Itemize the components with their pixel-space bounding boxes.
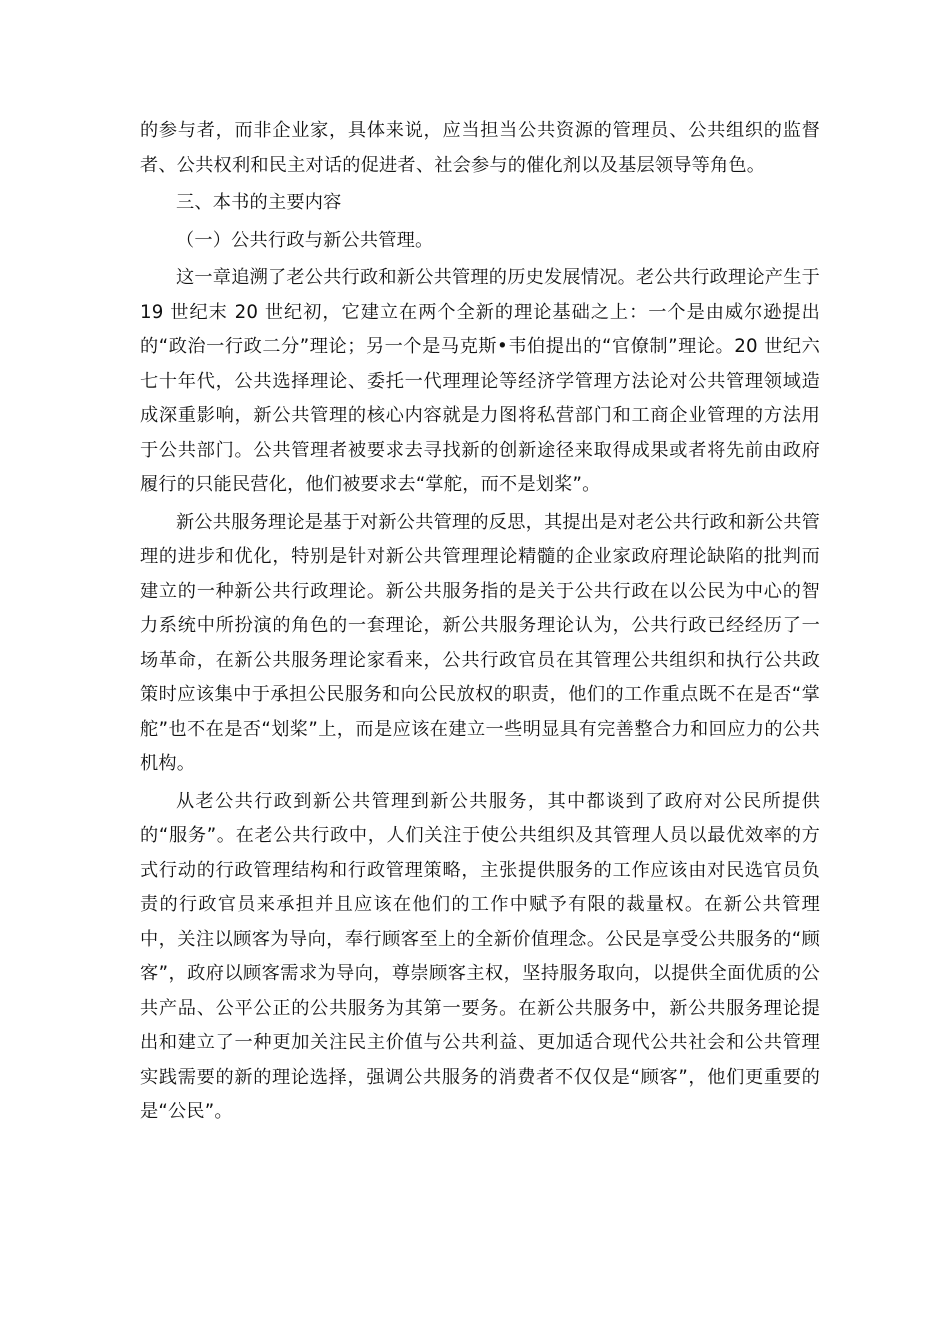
document-body (140, 114, 820, 1133)
paragraph: 这一章追溯了老公共行政和新公共管理的历史发展情况。老公共行政理论产生于 19 世纪末 20 世纪初，它建立在两个全新的理论基础之上：一个是由威尔逊提出的“政治一行政二分”理论；另一个是马克斯•韦伯提出的“官僚制”理论。20 世纪六七十年代，公共选择理论、委托一代理理论等经济学管理方法论对公共管理领域造成深重影响，新公共管理的核心内容就是力图将私营部门和工商企业管理的方法用于公共部门。公共管理者被要求去寻找新的创新途径来取得成果或者将先前由政府履行的只能民营化，他们被要求去“掌舵，而不是划桨”。 (140, 267, 820, 495)
paragraph: 新公共服务理论是基于对新公共管理的反思，其提出是对老公共行政和新公共管理的进步和优化，特别是针对新公共管理理论精髓的企业家政府理论缺陷的批判而建立的一种新公共行政理论。新公共服务指的是关于公共行政在以公民为中心的智力系统中所扮演的角色的一套理论，新公共服务理论认为，公共行政已经经历了一场革命，在新公共服务理论家看来，公共行政官员在其管理公共组织和执行公共政策时应该集中于承担公民服务和向公民放权的职责，他们的工作重点既不在是否“掌舵”也不在是否“划桨”上，而是应该在建立一些明显具有完善整合力和回应力的公共机构。 (140, 511, 820, 774)
paragraph-continuation: 的参与者，而非企业家，具体来说，应当担当公共资源的管理员、公共组织的监督者、公共权利和民主对话的促进者、社会参与的催化剂以及基层领导等角色。 (140, 120, 820, 176)
subsection-heading: （一）公共行政与新公共管理。 (176, 229, 434, 251)
section-heading: 三、本书的主要内容 (176, 192, 342, 213)
paragraph: 从老公共行政到新公共管理到新公共服务，其中都谈到了政府对公民所提供的“服务”。在老公共行政中，人们关注于使公共组织及其管理人员以最优效率的方式行动的行政管理结构和行政管理策略，主张提供服务的工作应该由对民选官员负责的行政官员来承担并且应该在他们的工作中赋予有限的裁量权。在新公共管理中，关注以顾客为导向，奉行顾客至上的全新价值理念。公民是享受公共服务的“顾客”，政府以顾客需求为导向，尊崇顾客主权，坚持服务取向，以提供全面优质的公共产品、公平公正的公共服务为其第一要务。在新公共服务中，新公共服务理论提出和建立了一种更加关注民主价值与公共利益、更加适合现代公共社会和公共管理实践需要的新的理论选择，强调公共服务的消费者不仅仅是“顾客”，他们更重要的是“公民”。 (140, 790, 820, 1122)
